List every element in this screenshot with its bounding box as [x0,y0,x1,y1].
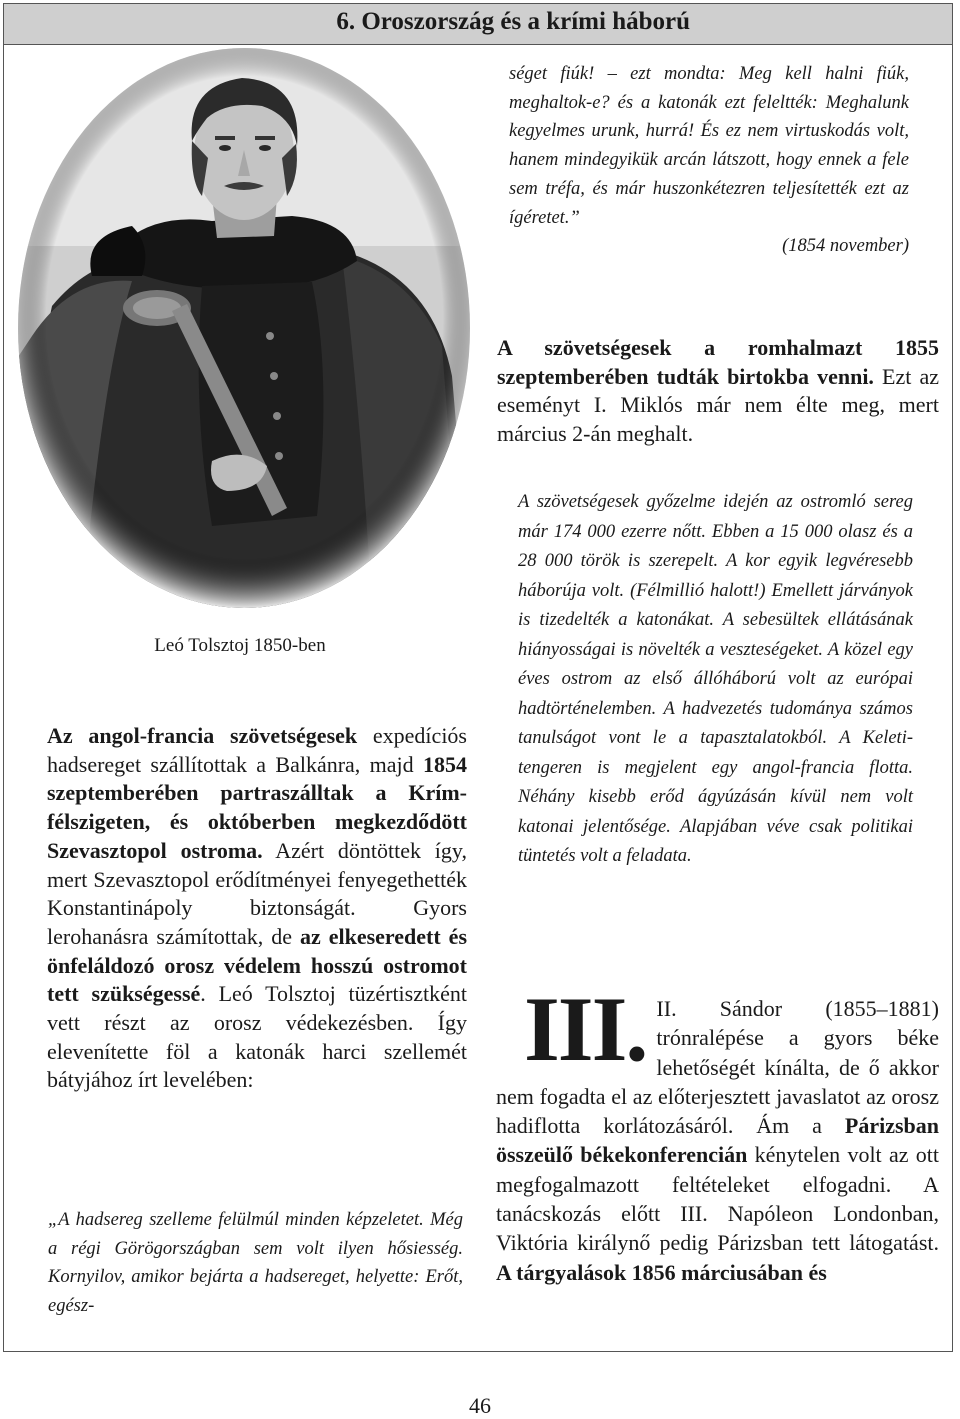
text-run: expedíciós hadsereget szállítottak a Balkánra, majd [47,723,467,777]
text-run: kénytelen volt az ott megfogalmazott feltételeket elfogadni. A tanácskozás előtt III. Napóleon Londonban, Viktória királynő pedig Párizsban tett látogatást. [496,1142,940,1256]
text-run: az elkeseredett és önfeláldozó orosz védelem hosszú ostromot tett szükségessé [47,923,467,1007]
text-run: Párizsban összeülő békekonferencián [496,1113,939,1168]
letter-quote: „A hadsereg szelleme felülmúl minden képzeletet. Még a régi Görögországban sem volt ilyen hősiesség. Kornyilov, amikor bejárta a hadsereget, helyette: Erőt, egész- [48,1210,463,1316]
quote-date: (1854 november) [782,236,909,257]
letter-quote-continued [509,60,909,261]
chapter-title: 6. Oroszország és a krími háború [336,8,690,35]
text-run: 1854 szeptemberében partraszálltak a Krím-félszigeten, és októberben megkezdődött Szevasztopol ostroma. [47,751,467,863]
left-column-text [47,722,467,1095]
side-note: A szövetségesek győzelme idején az ostromló sereg már 174 000 ezerre nőtt. Ebben a 15 000 olasz és a 28 000 török is szerepelt. A kor egyik legvéresebb háborúja volt. (Félmillió halott!) Emellett járványok is tizedelték a katonákat. A sebesültek ellátásának hiányosságai is növelték a veszteségeket. A közel egy éves ostrom az első állóháború volt az európai hadtörténelemben. A hadvezetés tudománya számos tanulságot vont le a tapasztalatokból. A Keleti-tengeren is megjelent egy angol-francia flotta. Néhány kisebb erőd ágyúzásán kívül nem volt katonai jelentősége. Alapjában véve csak politikai tüntetés volt a feladata. [518,492,913,866]
page-number: 46 [469,1393,491,1418]
paragraph [497,334,939,449]
right-paragraph-2 [496,978,940,1287]
text-run: II. Sándor (1855–1881) trónralépése a gyors béke lehetőségét kínálta, de ő akkor nem fogadta el az előterjesztett javaslatot az orosz hadiflotta korlátozásáról. Ám a [496,996,939,1139]
chapter-header [4,4,952,45]
right-paragraph-1 [497,334,939,449]
text-run: A szövetségesek a romhalmazt 1855 szeptemberében tudták birtokba venni. [497,335,939,389]
text-run: A tárgyalások 1856 márciusában és [496,1259,827,1285]
quote-text: séget fiúk! – ezt mondta: Meg kell halni fiúk, meghaltok-e? és a katonák ezt feleltték: Meghalunk kegyelmes urunk, hurrá! És ez nem virtuskodás volt, hanem mindegyikük arcán látszott, hogy ennek a fele sem tréfa, és már huszonkétezren teljesítették ezt az ígéretet.” [509,64,909,228]
text-run: Azért döntöttek így, mert Szevasztopol erődítményei fenyegethették Konstantinápoly biztonságát. Gyors lerohanásra számítottak, de [47,837,467,949]
text-run: Ezt az eseményt I. Miklós már nem élte meg, mert március 2-án meghalt. [497,363,939,447]
left-paragraph [47,722,467,1095]
section-numeral: III. [524,978,647,1080]
tolstoy-portrait [12,46,477,611]
portrait-caption: Leó Tolsztoj 1850-ben [154,635,326,656]
text-run: . Leó Tolsztoj tüzértisztként vett részt az orosz védekezésben. Így elevenítette föl a katonák harci szellemét bátyjához írt levelében: [47,981,467,1093]
text-run: Az angol-francia szövetségesek [47,723,358,748]
